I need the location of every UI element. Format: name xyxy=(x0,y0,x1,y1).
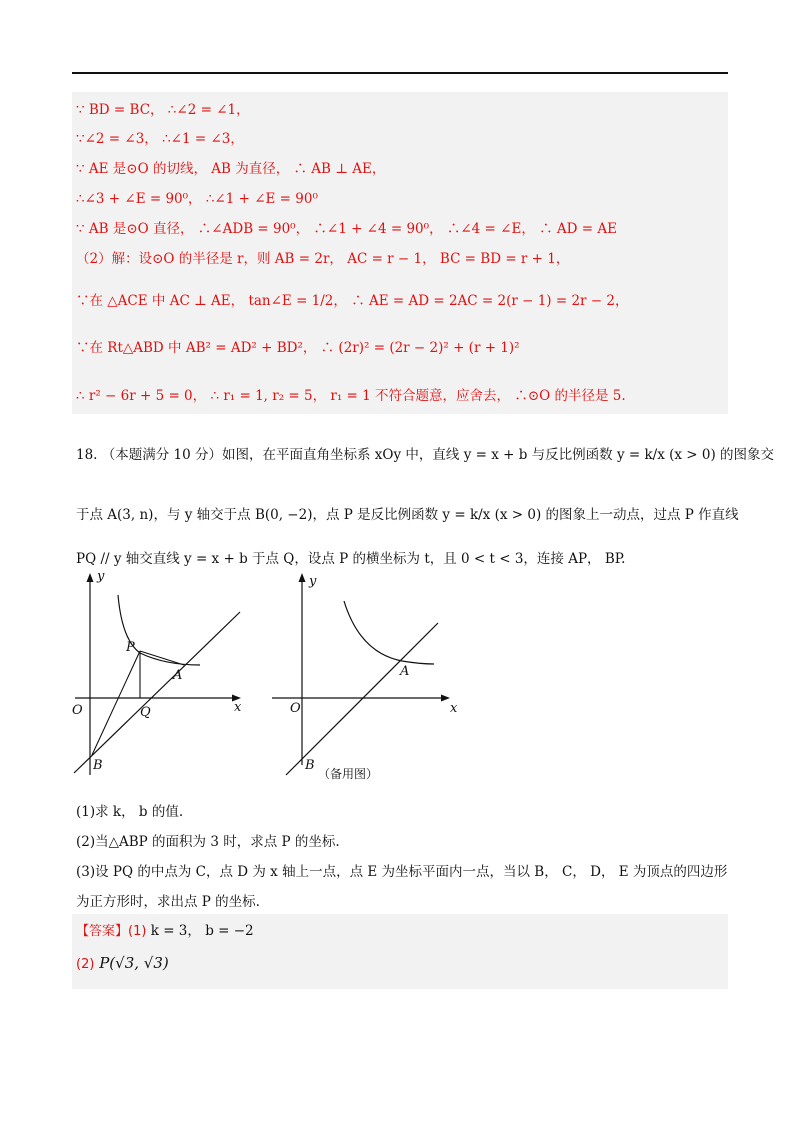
fig1-label-y: y xyxy=(97,569,105,584)
header-rule xyxy=(72,72,728,74)
fig1-label-x: x xyxy=(234,700,242,715)
fig2-label-o: O xyxy=(290,701,301,716)
fig2-line xyxy=(286,623,438,775)
solution-line-2: ∵∠2 = ∠3， ∴∠1 = ∠3， xyxy=(76,131,244,147)
solution-line-1: ∵ BD = BC， ∴∠2 = ∠1， xyxy=(76,102,250,118)
part-3-line-2: 为正方形时，求出点 P 的坐标. xyxy=(76,894,260,910)
solution-line-3: ∵ AE 是⊙O 的切线， AB 为直径， ∴ AB ⊥ AE， xyxy=(76,161,386,177)
answer-tag: 【答案】 xyxy=(76,924,129,939)
question-line-1: 18. （本题满分 10 分）如图，在平面直角坐标系 xOy 中，直线 y = x + b 与反比例函数 y = k/x (x > 0) 的图象交 xyxy=(76,447,775,463)
solution-line-9: ∴ r² − 6r + 5 = 0， ∴ r₁ = 1, r₂ = 5， r₁ = 1 不符合题意，应舍去， ∴⊙O 的半径是 5. xyxy=(76,388,626,404)
fig2-caption: （备用图） xyxy=(318,767,379,781)
fig2-label-y: y xyxy=(309,574,317,589)
fig2-x-arrow xyxy=(441,695,450,702)
solution-line-6: （2）解：设⊙O 的半径是 r，则 AB = 2r， AC = r − 1， BC = BD = r + 1， xyxy=(76,251,570,267)
answer-line-2 xyxy=(76,954,169,972)
answer-2: P(√3, √3) xyxy=(99,954,169,972)
solution-line-4: ∴∠3 + ∠E = 90⁰， ∴∠1 + ∠E = 90⁰ xyxy=(76,191,318,207)
fig1-label-o: O xyxy=(72,703,83,718)
answer-line-1 xyxy=(76,919,254,939)
fig1-line xyxy=(74,612,240,773)
question-line-2: 于点 A(3, n)，与 y 轴交于点 B(0, −2)，点 P 是反比例函数 y = k/x (x > 0) 的图象上一动点，过点 P 作直线 xyxy=(76,507,739,523)
fig1-segment-pa xyxy=(140,651,184,665)
part-3-line-1: (3)设 PQ 的中点为 C，点 D 为 x 轴上一点，点 E 为坐标平面内一点，当以 B， C， D， E 为顶点的四边形 xyxy=(76,864,728,880)
solution-line-8: ∵在 Rt△ABD 中 AB² = AD² + BD²， ∴ (2r)² = (2r − 2)² + (r + 1)² xyxy=(76,340,520,356)
answer-1: k = 3， b = −2 xyxy=(150,923,254,939)
fig2-curve xyxy=(344,601,434,664)
answer-2-label: (2) xyxy=(76,957,95,972)
fig2-label-b: B xyxy=(305,758,315,773)
solution-line-7: ∵在 △ACE 中 AC ⊥ AE， tan∠E = 1/2， ∴ AE = AD = 2AC = 2(r − 1) = 2r − 2， xyxy=(76,293,629,309)
fig1-label-p: P xyxy=(126,640,135,655)
part-1: (1)求 k， b 的值. xyxy=(76,804,184,820)
fig1-segment-pb xyxy=(92,651,140,755)
answer-1-label: (1) xyxy=(128,924,147,939)
fig1-label-q: Q xyxy=(140,705,151,720)
question-line-3: PQ // y 轴交直线 y = x + b 于点 Q，设点 P 的横坐标为 t，且 0 < t < 3，连接 AP， BP. xyxy=(76,551,626,567)
fig1-label-b: B xyxy=(93,758,103,773)
part-2: (2)当△ABP 的面积为 3 时，求点 P 的坐标. xyxy=(76,834,340,850)
fig1-y-arrow xyxy=(87,573,94,582)
figure-2 xyxy=(262,565,472,785)
solution-line-5: ∵ AB 是⊙O 直径， ∴∠ADB = 90⁰， ∴∠1 + ∠4 = 90⁰， ∴∠4 = ∠E， ∴ AD = AE xyxy=(76,221,617,237)
figure-1 xyxy=(60,565,260,780)
fig2-label-x: x xyxy=(450,701,458,716)
fig2-y-arrow xyxy=(299,573,306,582)
fig2-label-a: A xyxy=(400,664,410,679)
fig1-label-a: A xyxy=(173,668,183,683)
